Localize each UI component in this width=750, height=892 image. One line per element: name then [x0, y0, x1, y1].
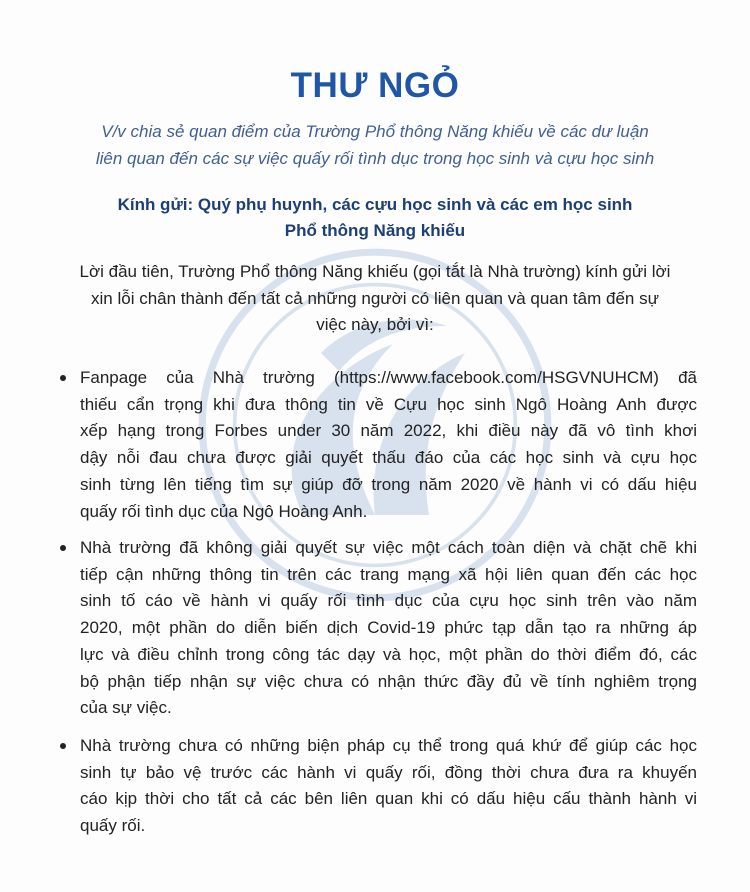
text-line: tiếp cận những thông tin trên các trang mạng xã hội liên quan đến các học — [80, 564, 697, 584]
text-line: bộ phận tiếp nhận sự việc chưa có nhận thức đầy đủ về tính nghiêm trọng — [80, 671, 697, 691]
bullet-item — [80, 535, 697, 722]
letter-subject — [0, 118, 750, 172]
text-line: quấy rối. — [80, 816, 146, 836]
text-line: dậy nỗi đau chưa được giải quyết thấu đáo của các học sinh và cựu học — [80, 448, 697, 468]
recipient-line: Phổ thông Năng khiếu — [284, 221, 466, 240]
subject-line: V/v chia sẻ quan điểm của Trường Phổ thông Năng khiếu về các dư luận — [101, 122, 649, 141]
text-line: sinh tố cáo về hành vi quấy rối tình dục của cựu học sinh trên vào năm — [80, 591, 697, 611]
text-line: Nhà trường đã không giải quyết sự việc một cách toàn diện và chặt chẽ khi — [80, 538, 697, 557]
text-line: cáo kịp thời cho tất cả các bên liên quan khi có dấu hiệu cấu thành hành vi — [80, 789, 697, 809]
intro-line: xin lỗi chân thành đến tất cả những người có liên quan và quan tâm đến sự — [91, 288, 659, 308]
text-line: sinh tự bảo vệ trước các hành vi quấy rối, đồng thời chưa đưa ra khuyến — [80, 762, 697, 782]
recipient-line: Kính gửi: Quý phụ huynh, các cựu học sinh và các em học sinh — [117, 195, 633, 214]
text-line: lực và điều chỉnh trong công tác dạy và học, một phần do thời điểm đó, các — [80, 644, 697, 664]
text-line: sinh từng lên tiếng tìm sự giúp đỡ trong năm 2020 về hành vi có dấu hiệu — [80, 474, 697, 494]
intro-paragraph — [52, 259, 698, 339]
intro-line: việc này, bởi vì: — [316, 315, 434, 334]
subject-line: liên quan đến các sự việc quấy rối tình dục trong học sinh và cựu học sinh — [95, 149, 655, 168]
bullet-icon — [60, 375, 66, 381]
text-line: xếp hạng trong Forbes under 30 năm 2022, khi điều này đã vô tình khơi — [80, 421, 697, 441]
letter-title: THƯ NGỎ — [290, 66, 460, 105]
recipient — [0, 192, 750, 244]
bullet-icon — [60, 743, 66, 749]
text-line: thiếu cẩn trọng khi đưa thông tin về Cựu học sinh Ngô Hoàng Anh được — [80, 394, 697, 414]
text-line: 2020, một phần do diễn biến dịch Covid-19 phức tạp dẫn tạo ra những áp — [80, 618, 697, 638]
text-line: Nhà trường chưa có những biện pháp cụ thể trong quá khứ để giúp các học — [80, 736, 697, 755]
text-line: quấy rối tình dục của Ngô Hoàng Anh. — [80, 501, 368, 521]
bullet-item — [80, 733, 697, 840]
bullet-item — [80, 365, 697, 525]
text-line: của sự việc. — [80, 698, 172, 718]
text-line: Fanpage của Nhà trường (https://www.facebook.com/HSGVNUHCM) đã — [80, 368, 697, 387]
intro-line: Lời đầu tiên, Trường Phổ thông Năng khiếu (gọi tắt là Nhà trường) kính gửi lời — [79, 262, 671, 281]
bullet-icon — [60, 545, 66, 551]
